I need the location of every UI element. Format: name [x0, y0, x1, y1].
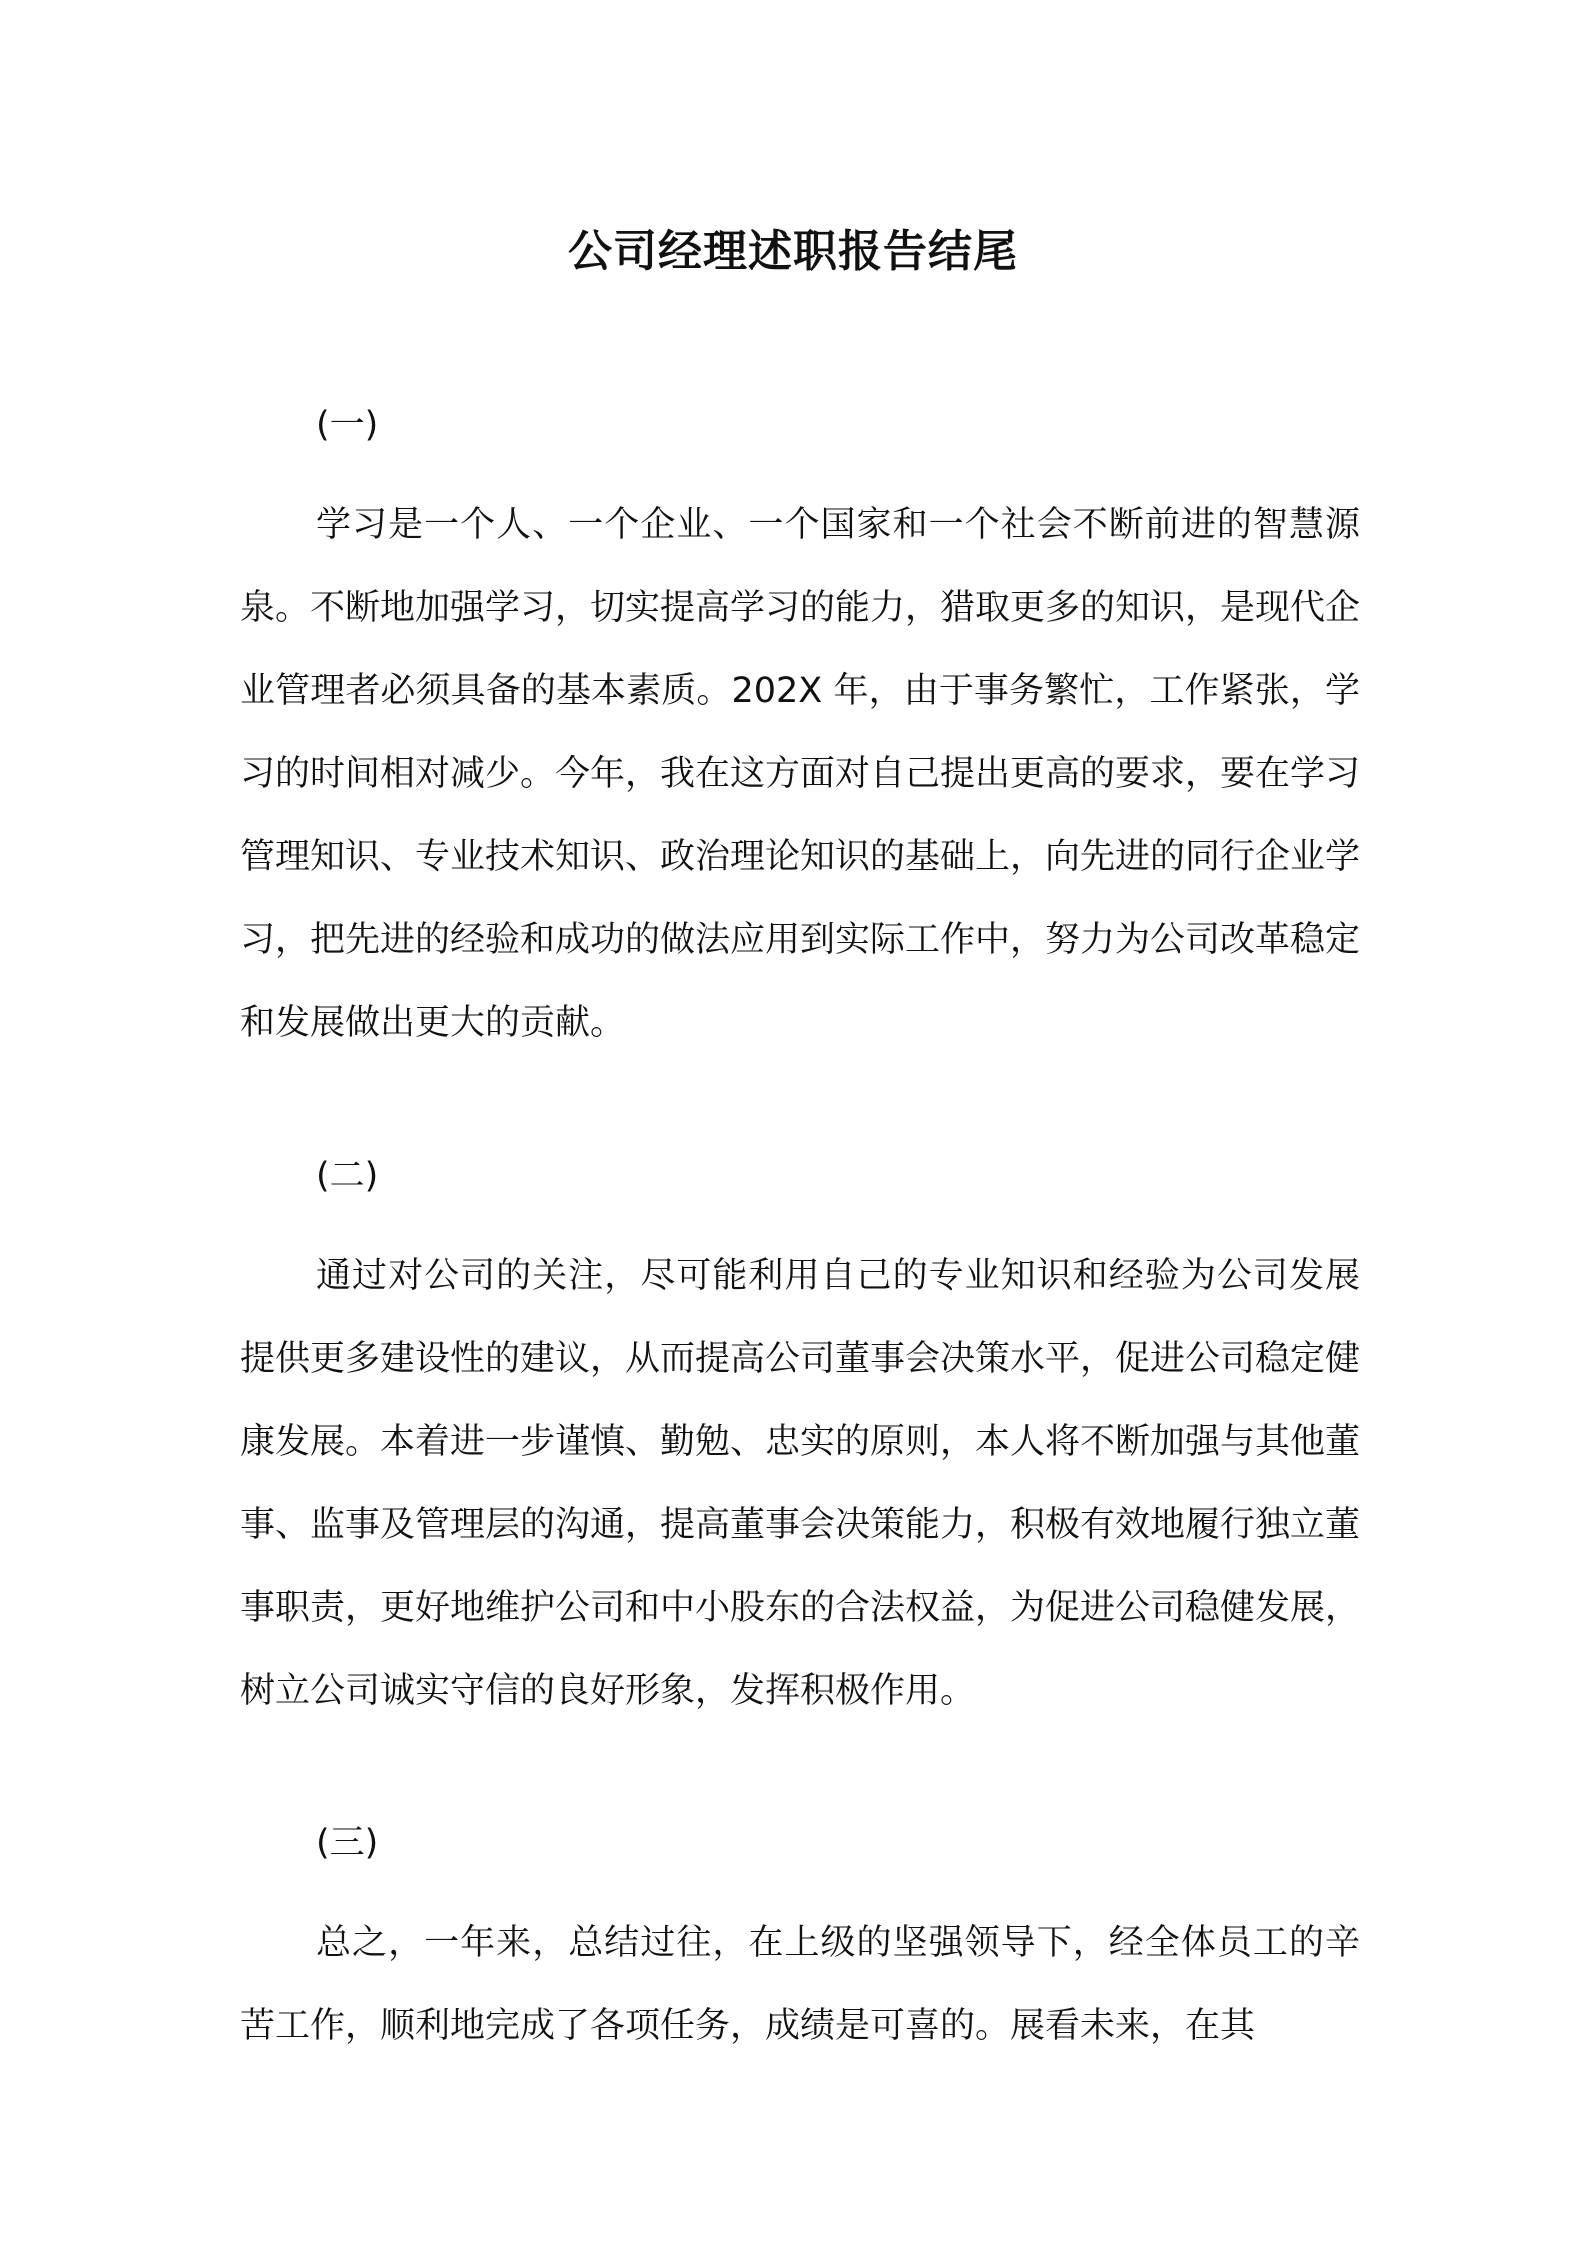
section-3 — [240, 1818, 1360, 2068]
section-heading: (三) — [316, 1823, 379, 1863]
section-2 — [240, 1151, 1360, 1733]
section-paragraph: 通过对公司的关注，尽可能利用自己的专业知识和经验为公司发展提供更多建设性的建议，从而提高公司董事会决策水平，促进公司稳定健康发展。本着进一步谨慎、勤勉、忠实的原则，本人将不断加强与其他董事、监事及管理层的沟通，提高董事会决策能力，积极有效地履行独立董事职责，更好地维护公司和中小股东的合法权益，为促进公司稳健发展，树立公司诚实守信的良好形象，发挥积极作用。 — [240, 1256, 1361, 1711]
section-paragraph: 总之，一年来，总结过往，在上级的坚强领导下，经全体员工的辛苦工作，顺利地完成了各项任务，成绩是可喜的。展看未来，在其 — [240, 1923, 1360, 2046]
section-1 — [240, 400, 1360, 1065]
section-heading: (一) — [316, 405, 379, 445]
section-paragraph: 学习是一个人、一个企业、一个国家和一个社会不断前进的智慧源泉。不断地加强学习，切实提高学习的能力，猎取更多的知识，是现代企业管理者必须具备的基本素质。202X 年，由于事务繁忙，工作紧张，学习的时间相对减少。今年，我在这方面对自己提出更高的要求，要在学习管理知识、专业技术知识、政治理论知识的基础上，向先进的同行企业学习，把先进的经验和成功的做法应用到实际工作中，努力为公司改革稳定和发展做出更大的贡献。 — [240, 505, 1361, 1043]
section-heading: (二) — [316, 1156, 379, 1196]
document-title: 公司经理述职报告结尾 — [568, 226, 1018, 277]
